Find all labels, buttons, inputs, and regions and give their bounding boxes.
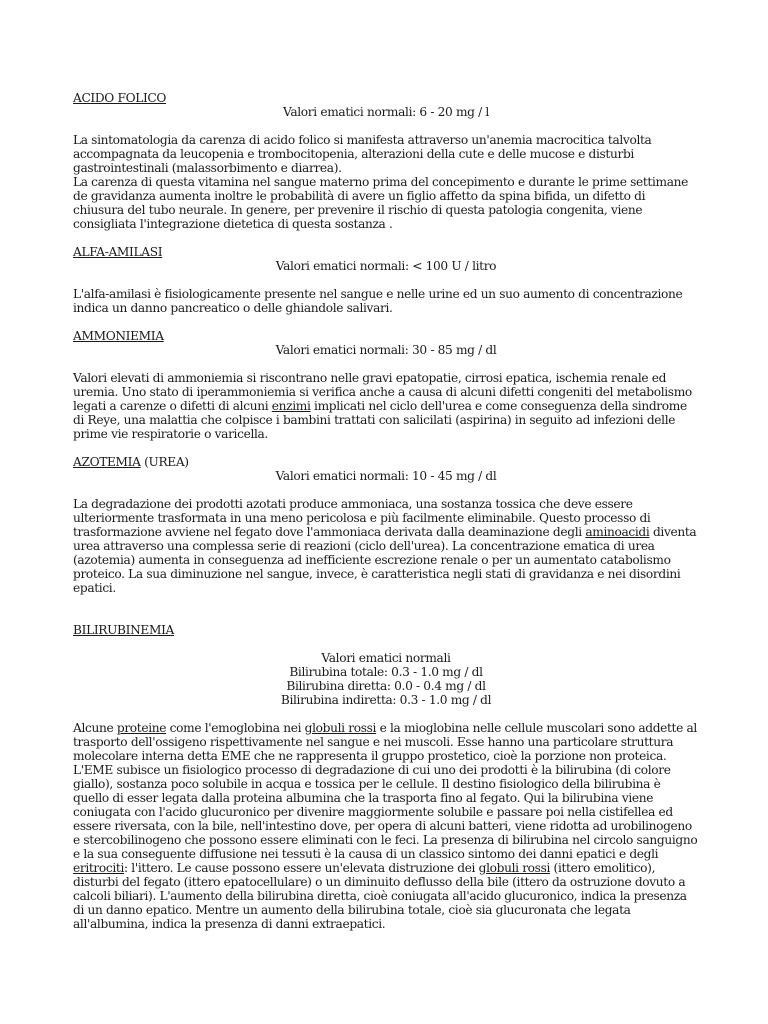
- section-bilirubinemia: [73, 623, 699, 931]
- section-heading: [73, 623, 699, 637]
- section-alfa-amilasi: [73, 245, 699, 315]
- range-bilirubina-diretta: Bilirubina diretta: 0.0 - 0.4 mg / dl: [286, 679, 486, 693]
- heading-text: AMMONIEMIA: [73, 329, 164, 343]
- section-heading: [73, 455, 699, 469]
- paragraph: La carenza di questa vitamina nel sangue materno prima del concepimento e durante le prime settimane de gravidanza aumenta inoltre le probabilità di avere un figlio affetto da spina bifida, un difetto di chiusura del tubo neurale. In genere, per prevenire il rischio di questa patologia congenita, viene consigliata l'integrazione dietetica di questa sostanza .: [73, 175, 689, 231]
- link-aminoacidi[interactable]: aminoacidi: [585, 525, 650, 539]
- normal-range: Valori ematici normali: 6 - 20 mg / l: [283, 105, 489, 119]
- section-heading: [73, 329, 699, 343]
- text-run: diventa urea attraverso una complessa serie di reazioni (ciclo dell'urea). La concentrazione ematica di urea (azotemia) aumenta in conseguenza ad inefficiente escrezione renale o per un aumentato catabolismo proteico. La sua diminuzione nel sangue, invece, è caratteristica negli stati di gravidanza e nei disordini epatici.: [73, 525, 697, 595]
- section-ammoniemia: [73, 329, 699, 441]
- range-bilirubina-totale: Bilirubina totale: 0.3 - 1.0 mg / dl: [289, 665, 483, 679]
- paragraph: [73, 371, 699, 441]
- link-globuli-rossi[interactable]: globuli rossi: [304, 721, 377, 735]
- heading-text: AZOTEMIA: [73, 455, 141, 469]
- link-globuli-rossi[interactable]: globuli rossi: [478, 861, 551, 875]
- document-body: [73, 91, 699, 931]
- normal-range: Valori ematici normali: 10 - 45 mg / dl: [275, 469, 497, 483]
- paragraph: La sintomatologia da carenza di acido folico si manifesta attraverso un'anemia macrocitica talvolta accompagnata da leucopenia e trombocitopenia, alterazioni della cute e delle mucose e disturbi gastrointestinali (malassorbimento e diarrea).: [73, 133, 652, 175]
- section-heading: [73, 91, 699, 105]
- section-acido-folico: [73, 91, 699, 231]
- text-run: implicati nel ciclo dell'urea e come conseguenza della sindrome di Reye, una malattia che colpisce i bambini trattati con salicilati (aspirina) in seguito ad infezioni delle prime vie respiratorie o varicella.: [73, 399, 687, 441]
- section-azotemia: [73, 455, 699, 595]
- link-proteine[interactable]: proteine: [116, 721, 167, 735]
- paragraph: [73, 721, 699, 931]
- text-run: La degradazione dei prodotti azotati produce ammoniaca, una sostanza tossica che deve essere ulteriormente trasformata in una meno pericolosa e più facilmente eliminabile. Questo processo di trasformazione avviene nel fegato dove l'ammoniaca derivata dalla deaminazione degli: [73, 497, 651, 539]
- normal-range: Valori ematici normali: 30 - 85 mg / dl: [275, 343, 497, 357]
- link-eritrociti[interactable]: eritrociti: [73, 861, 125, 875]
- paragraph: [73, 497, 699, 595]
- section-heading: [73, 245, 699, 259]
- heading-text: ACIDO FOLICO: [73, 91, 167, 105]
- paragraph: L'alfa-amilasi è fisiologicamente presente nel sangue e nelle urine ed un suo aumento di concentrazione indica un danno pancreatico o delle ghiandole salivari.: [73, 287, 683, 315]
- heading-suffix: (UREA): [140, 455, 189, 469]
- text-run: (ittero emolitico), disturbi del fegato (ittero epatocellulare) o un diminuito deflusso della bile (ittero da ostruzione dovuto a calcoli biliari). L'aumento della bilirubina diretta, cioè coniugata all'acido glucuronico, indica la presenza di un danno epatico. Mentre un aumento della bilirubina totale, cioè sia glucuronata che legata all'albumina, indica la presenza di danni extraepatici.: [73, 861, 687, 931]
- text-run: Alcune: [73, 721, 117, 735]
- normal-range-title: Valori ematici normali: [321, 651, 451, 665]
- normal-range: Valori ematici normali: < 100 U / litro: [275, 259, 497, 273]
- text-run: : l'ittero. Le cause possono essere un'elevata distruzione dei: [124, 861, 479, 875]
- text-run: Valori elevati di ammoniemia si riscontrano nelle gravi epatopatie, cirrosi epatica, ischemia renale ed uremia. Uno stato di iperammoniemia si verifica anche a causa di alcuni difetti congeniti del metabolismo legati a carenze o difetti di alcuni: [73, 371, 692, 413]
- heading-text: BILIRUBINEMIA: [73, 623, 175, 637]
- heading-text: ALFA-AMILASI: [73, 245, 163, 259]
- text-run: come l'emoglobina nei: [166, 721, 305, 735]
- range-bilirubina-indiretta: Bilirubina indiretta: 0.3 - 1.0 mg / dl: [280, 693, 492, 707]
- link-enzimi[interactable]: enzimi: [271, 399, 311, 413]
- text-run: e la mioglobina nelle cellule muscolari sono addette al trasporto dell'ossigeno rispettivamente nel sangue e nei muscoli. Esse hanno una particolare struttura molecolare interna detta EME che ne rappresenta il gruppo prostetico, cioè la porzione non proteica. L'EME subisce un fisiologico processo di degradazione di cui uno dei prodotti è la bilirubina (di colore giallo), sostanza poco solubile in acqua e tossica per le cellule. Il destino fisiologico della bilirubina è quello di esser legata dalla proteina albumina che la trasporta fino al fegato. Qui la bilirubina viene coniugata con l'acido glucuronico per divenire maggiormente solubile e passare poi nella cistifellea ed essere riversata, con la bile, nell'intestino dove, per opera di alcuni batteri, viene ridotta ad urobilinogeno e stercobilinogeno che possono essere eliminati con le feci. La presenza di bilirubina nel circolo sanguigno e la sua conseguente diffusione nei tessuti è la causa di un classico sintomo dei danni epatici e degli: [73, 721, 698, 861]
